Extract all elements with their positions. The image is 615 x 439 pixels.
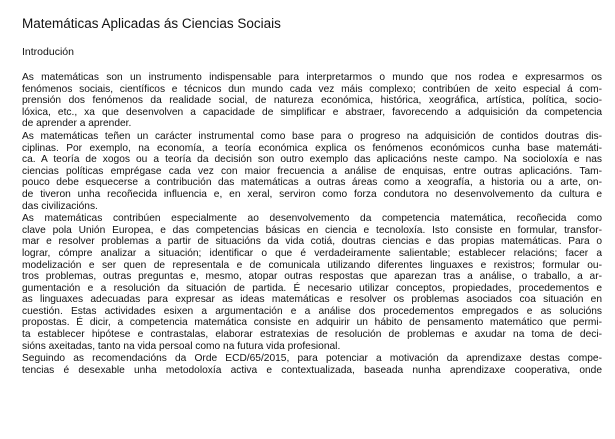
paragraph-line: ca. A teoría de xogos ou a teoría da decisión son outro exemplo das aplicacións neste campo. Na socioloxía e nas: [22, 154, 602, 166]
paragraph: [22, 353, 602, 376]
paragraph-line: modelización e ser quen de representala e de comunicala utilizando diferentes linguaxes e rexistros; formular ou-: [22, 259, 602, 271]
paragraph-line: propostas. É dicir, a competencia matemática consiste en adquirir un hábito de pensamento matemático que permi-: [22, 317, 602, 329]
paragraph-line: As matemáticas teñen un carácter instrumental como base para o progreso na adquisición de contidos doutras dis-: [22, 130, 602, 142]
paragraph-line: fenómenos sociais, científicos e técnicos dun mundo cada vez máis complexo; contribúen de xeito especial á com-: [22, 83, 602, 95]
paragraph-line: As matemáticas son un instrumento indispensable para interpretarmos o mundo que nos rodea e expresarmos os: [22, 72, 602, 83]
paragraph-line: lograr, cómpre analizar a situación; identificar o que é verdadeiramente salientable; establecer relacións; facer a: [22, 247, 602, 259]
paragraph-line: mar e resolver problemas a partir de situacións da vida cotiá, doutras ciencias e das propias matemáticas. Para o: [22, 236, 602, 248]
paragraph-line: das civilizacións.: [22, 200, 98, 212]
paragraph-line: gumentación e a resolución da situación de partida. É necesario utilizar conceptos, propiedades, procedementos e: [22, 282, 602, 294]
paragraph-line: ciencias políticas emprégase cada vez con maior frecuencia a análise de enquisas, entre outras aplicacións. Tam-: [22, 165, 602, 177]
paragraph-line: de aprender a aprender.: [22, 118, 132, 130]
document-body: [22, 72, 602, 377]
document-title: Matemáticas Aplicadas ás Ciencias Sociais: [22, 16, 281, 31]
paragraph-line: pouco debe esquecerse a contribución das matemáticas a outras áreas como a xeografía, a historia ou a arte, on-: [22, 177, 602, 189]
paragraph-line: As matemáticas contribúen especialmente ao desenvolvemento da competencia matemática, recoñecida como: [22, 213, 602, 225]
paragraph: [22, 213, 602, 352]
paragraph-line: de tiveron unha recoñecida influencia e, en xeral, serviron como forza condutora no desenvolvemento da cultura e: [22, 188, 602, 200]
section-heading: Introdución: [22, 46, 74, 58]
paragraph-line: prensión dos fenómenos da realidade social, de natureza económica, histórica, xeográfica, artística, política, socio-: [22, 95, 602, 107]
paragraph-line: clave pola Unión Europea, e das competencias básicas en ciencia e tecnoloxía. Isto consiste en formular, transfor-: [22, 224, 602, 236]
paragraph-line: sións axeitadas, tanto na vida persoal como na futura vida profesional.: [22, 340, 341, 352]
paragraph-line: ta establecer hipótese e contrastalas, elaborar estratexias de resolución de problemas e axudar na toma de deci-: [22, 329, 602, 341]
paragraph: [22, 131, 602, 212]
paragraph-line: Seguindo as recomendacións da Orde ECD/65/2015, para potenciar a motivación da aprendizaxe destas compe-: [22, 353, 602, 365]
paragraph-line: tros problemas, outras preguntas e, mesmo, atopar outras respostas que aparezan tras a análise, o traballo, a ar-: [22, 271, 602, 283]
paragraph-line: as linguaxes adecuadas para expresar as ideas matemáticas e resolver os problemas asociados coa situación en: [22, 294, 602, 306]
paragraph-line: tencias é desexable unha metodoloxía activa e contextualizada, baseada nunha aprendizaxe cooperativa, onde: [22, 364, 602, 376]
paragraph: [22, 72, 602, 130]
paragraph-line: lóxica, etc., xa que desenvolven a capacidade de simplificar e abstraer, favorecendo a adquisición da competencia: [22, 106, 602, 118]
paragraph-line: cuestión. Estas actividades esixen a argumentación e a análise dos procedementos empregados e as solucións: [22, 305, 602, 317]
paragraph-line: ciplinas. Por exemplo, na economía, a teoría económica explica os fenómenos económicos cunha base matemáti-: [22, 142, 602, 154]
